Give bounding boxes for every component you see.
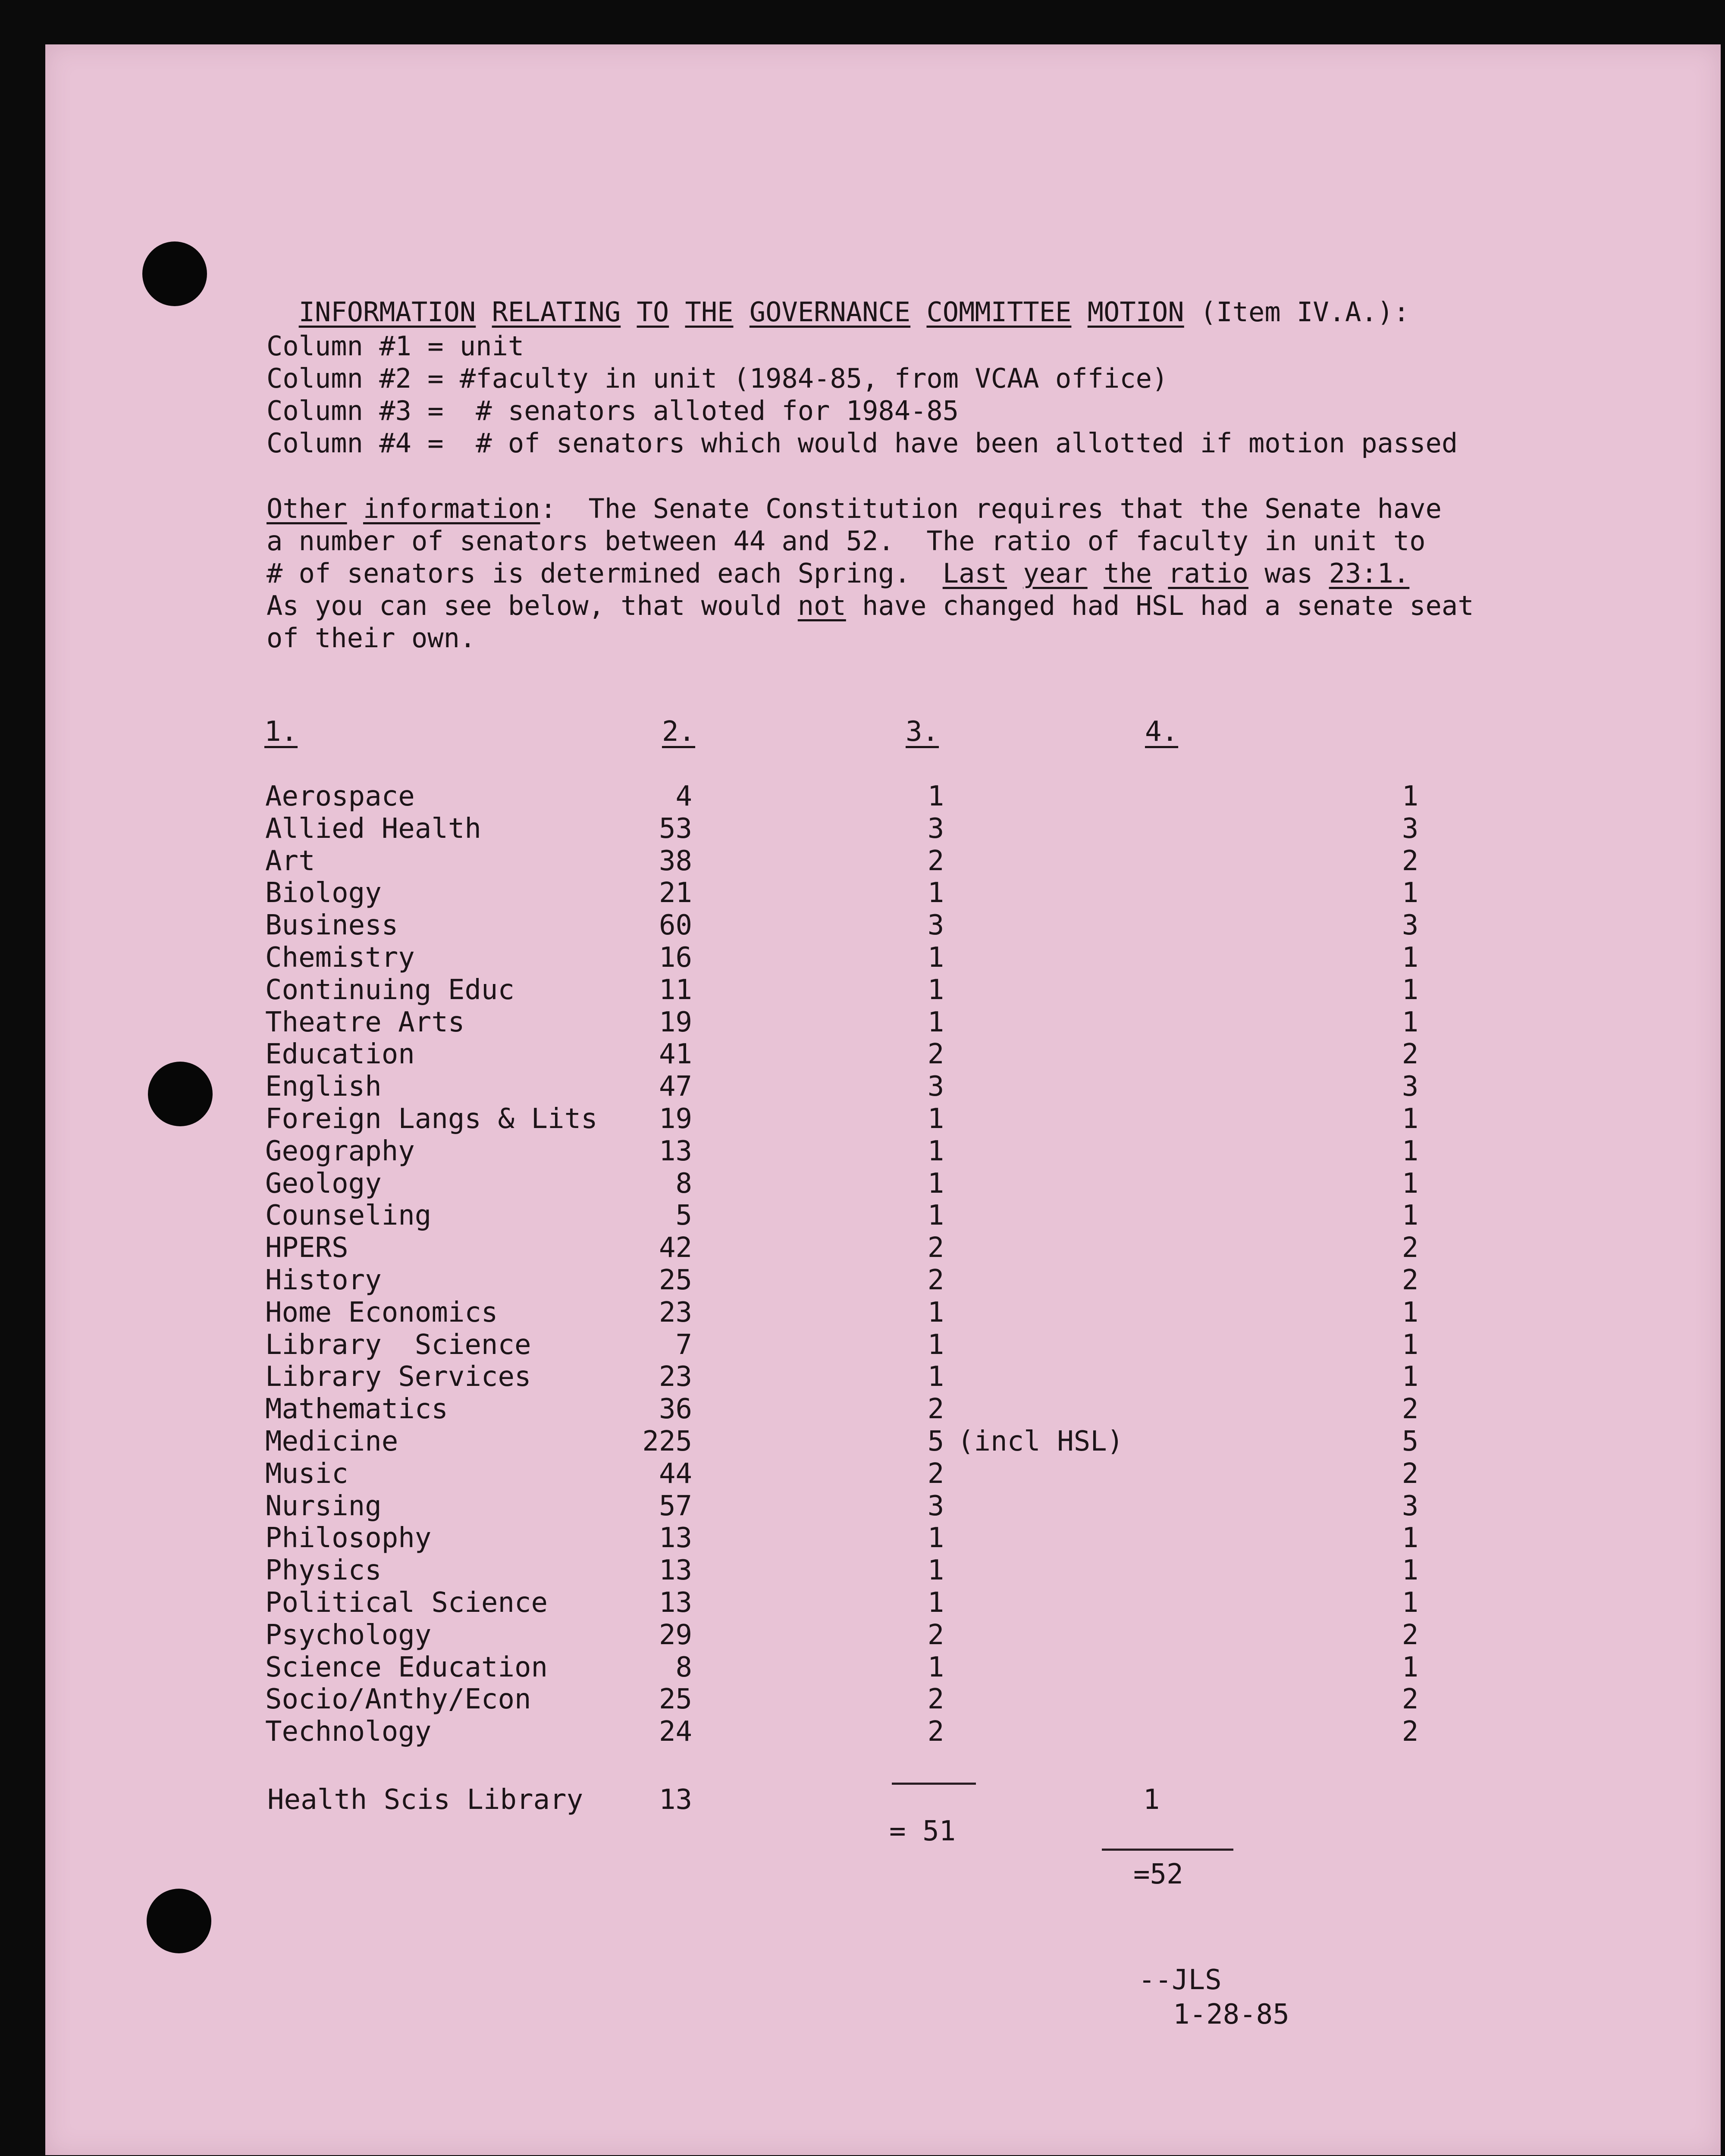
senators-1984-85: 3 bbox=[927, 909, 944, 942]
faculty-count: 24 bbox=[659, 1716, 692, 1748]
other-info-line-5: of their own. bbox=[267, 622, 476, 654]
faculty-count: 42 bbox=[659, 1232, 692, 1264]
senators-if-passed: 1 bbox=[1402, 1554, 1419, 1587]
table-row bbox=[265, 1522, 1419, 1554]
unit-name: Theatre Arts bbox=[265, 1006, 465, 1038]
senators-if-passed: 5 bbox=[1402, 1425, 1419, 1457]
table-row bbox=[265, 1651, 1419, 1684]
table-row bbox=[265, 1296, 1419, 1329]
unit-name: Geography bbox=[265, 1135, 415, 1167]
senators-if-passed: 1 bbox=[1402, 1361, 1419, 1393]
underlined-word: Last bbox=[942, 558, 1007, 589]
colon: : bbox=[540, 493, 556, 524]
table-row bbox=[265, 1554, 1419, 1587]
senators-if-passed: 2 bbox=[1402, 1264, 1419, 1296]
senators-if-passed: 1 bbox=[1402, 1006, 1419, 1038]
faculty-count: 19 bbox=[659, 1103, 692, 1135]
faculty-count: 44 bbox=[659, 1457, 692, 1490]
table-row bbox=[265, 1329, 1419, 1361]
unit-name: Continuing Educ bbox=[265, 974, 514, 1006]
faculty-count: 19 bbox=[659, 1006, 692, 1038]
faculty-count: 25 bbox=[659, 1264, 692, 1296]
unit-name: Education bbox=[265, 1038, 415, 1071]
unit-name: English bbox=[265, 1071, 382, 1103]
punch-hole-top bbox=[142, 241, 207, 306]
faculty-count: 13 bbox=[659, 1135, 692, 1167]
signature-initials: --JLS bbox=[1138, 1964, 1222, 1996]
senators-1984-85: 2 bbox=[927, 1619, 944, 1651]
other-info-line-3 bbox=[267, 558, 1409, 589]
senators-if-passed: 1 bbox=[1402, 1200, 1419, 1232]
unit-name: History bbox=[265, 1264, 382, 1296]
table-row bbox=[265, 1038, 1419, 1071]
faculty-count: 225 bbox=[642, 1425, 692, 1457]
senators-if-passed: 1 bbox=[1402, 1135, 1419, 1167]
other-info-text: As you can see below, that would bbox=[267, 590, 798, 621]
emphasis-not: not bbox=[797, 590, 846, 621]
faculty-count: 13 bbox=[659, 1554, 692, 1587]
unit-name: Library Services bbox=[265, 1361, 531, 1393]
other-info-label: Other bbox=[267, 493, 347, 524]
unit-name: Geology bbox=[265, 1167, 382, 1200]
senators-if-passed: 1 bbox=[1402, 1329, 1419, 1361]
unit-name: Chemistry bbox=[265, 941, 415, 974]
senators-if-passed: 1 bbox=[1402, 780, 1419, 812]
title-word: INFORMATION bbox=[298, 296, 476, 328]
senators-1984-85: 1 bbox=[927, 1135, 944, 1167]
other-info-text: # of senators is determined each Spring. bbox=[267, 558, 943, 589]
other-info-text: The Senate Constitution requires that the Senate have bbox=[556, 493, 1442, 524]
senators-1984-85: 2 bbox=[927, 1232, 944, 1264]
table-row bbox=[265, 780, 1419, 813]
senators-if-passed: 1 bbox=[1402, 941, 1419, 974]
table-row bbox=[265, 1586, 1419, 1619]
underlined-word: the bbox=[1104, 558, 1152, 589]
legend-line-4: Column #4 = # of senators which would have been allotted if motion passed bbox=[267, 427, 1458, 459]
unit-name: Foreign Langs & Lits bbox=[265, 1103, 598, 1135]
allocation-table bbox=[265, 780, 1419, 1748]
extra-row-faculty: 13 bbox=[659, 1784, 692, 1816]
punch-hole-middle bbox=[148, 1062, 213, 1126]
senators-if-passed: 1 bbox=[1402, 1167, 1419, 1200]
other-info-line-1 bbox=[267, 493, 1442, 525]
unit-name: Aerospace bbox=[265, 780, 415, 812]
title-word: GOVERNANCE bbox=[749, 296, 911, 328]
senators-1984-85: 2 bbox=[927, 845, 944, 877]
senators-1984-85: 1 bbox=[927, 1586, 944, 1619]
table-row bbox=[265, 1200, 1419, 1232]
table-row bbox=[265, 1135, 1419, 1168]
senators-if-passed: 1 bbox=[1402, 1586, 1419, 1619]
unit-name: Nursing bbox=[265, 1490, 382, 1522]
senators-1984-85: 1 bbox=[927, 974, 944, 1006]
senators-1984-85: 2 bbox=[927, 1264, 944, 1296]
senators-if-passed: 2 bbox=[1402, 1683, 1419, 1716]
table-row bbox=[265, 1393, 1419, 1426]
senators-1984-85: 3 bbox=[927, 812, 944, 845]
faculty-count: 47 bbox=[659, 1071, 692, 1103]
senators-1984-85: 2 bbox=[927, 1716, 944, 1748]
senators-1984-85: 1 bbox=[927, 1361, 944, 1393]
table-row bbox=[265, 877, 1419, 909]
other-info-text: have changed had HSL had a senate seat bbox=[846, 590, 1474, 621]
faculty-count: 38 bbox=[659, 845, 692, 877]
senators-1984-85: 1 bbox=[927, 1103, 944, 1135]
senators-1984-85: 1 bbox=[927, 941, 944, 974]
senators-1984-85: 1 bbox=[927, 1522, 944, 1554]
senators-1984-85: 1 bbox=[927, 1329, 944, 1361]
faculty-count: 57 bbox=[659, 1490, 692, 1522]
table-row bbox=[265, 1071, 1419, 1103]
total-rule-col4 bbox=[1102, 1849, 1233, 1851]
title-word: RELATING bbox=[492, 296, 621, 328]
faculty-count: 21 bbox=[659, 877, 692, 909]
faculty-count: 60 bbox=[659, 909, 692, 942]
senators-1984-85: 1 bbox=[927, 1167, 944, 1200]
unit-name: Biology bbox=[265, 877, 382, 909]
total-col3: = 51 bbox=[889, 1815, 956, 1847]
table-row bbox=[265, 909, 1419, 942]
unit-name: Psychology bbox=[265, 1619, 432, 1651]
other-info-line-2: a number of senators between 44 and 52. The ratio of faculty in unit to bbox=[267, 525, 1426, 557]
table-row bbox=[265, 1716, 1419, 1748]
senators-if-passed: 2 bbox=[1402, 1393, 1419, 1426]
total-rule-col3 bbox=[892, 1783, 976, 1785]
title-word: COMMITTEE bbox=[926, 296, 1072, 328]
senators-1984-85: 1 bbox=[927, 1200, 944, 1232]
senators-1984-85: 1 bbox=[927, 877, 944, 909]
unit-name: Home Economics bbox=[265, 1296, 498, 1329]
senators-1984-85: 3 bbox=[927, 1071, 944, 1103]
faculty-count: 36 bbox=[659, 1393, 692, 1426]
other-info-text: was bbox=[1248, 558, 1329, 589]
senators-1984-85: 3 bbox=[927, 1490, 944, 1522]
table-row bbox=[265, 1683, 1419, 1716]
unit-name: Socio/Anthy/Econ bbox=[265, 1683, 531, 1716]
title-word: THE bbox=[685, 296, 734, 328]
senators-if-passed: 3 bbox=[1402, 812, 1419, 845]
senators-if-passed: 3 bbox=[1402, 909, 1419, 942]
table-row bbox=[265, 1619, 1419, 1651]
senators-if-passed: 1 bbox=[1402, 1103, 1419, 1135]
senators-if-passed: 1 bbox=[1402, 1651, 1419, 1683]
senators-if-passed: 3 bbox=[1402, 1490, 1419, 1522]
senators-if-passed: 2 bbox=[1402, 845, 1419, 877]
unit-name: HPERS bbox=[265, 1232, 348, 1264]
faculty-count: 13 bbox=[659, 1522, 692, 1554]
unit-name: Science Education bbox=[265, 1651, 548, 1683]
table-row bbox=[265, 1361, 1419, 1393]
table-row bbox=[265, 1006, 1419, 1039]
table-row bbox=[265, 1232, 1419, 1264]
column-header-1: 1. bbox=[264, 716, 298, 748]
senators-if-passed: 1 bbox=[1402, 877, 1419, 909]
faculty-count: 4 bbox=[675, 780, 692, 812]
other-info-line-4 bbox=[267, 590, 1474, 622]
unit-name: Medicine bbox=[265, 1425, 398, 1457]
unit-name: Allied Health bbox=[265, 812, 481, 845]
other-info-label: information bbox=[363, 493, 540, 524]
column-header-4: 4. bbox=[1145, 716, 1179, 748]
legend-line-1: Column #1 = unit bbox=[267, 330, 524, 362]
faculty-count: 25 bbox=[659, 1683, 692, 1716]
unit-name: Library Science bbox=[265, 1329, 531, 1361]
unit-name: Counseling bbox=[265, 1200, 432, 1232]
senators-1984-85: 5 bbox=[927, 1425, 944, 1457]
table-row bbox=[265, 1103, 1419, 1135]
senators-if-passed: 2 bbox=[1402, 1716, 1419, 1748]
faculty-count: 53 bbox=[659, 812, 692, 845]
unit-name: Technology bbox=[265, 1716, 432, 1748]
faculty-count: 29 bbox=[659, 1619, 692, 1651]
title-suffix: (Item IV.A.): bbox=[1184, 296, 1410, 328]
unit-name: Music bbox=[265, 1457, 348, 1490]
unit-name: Business bbox=[265, 909, 398, 942]
faculty-count: 8 bbox=[675, 1167, 692, 1200]
table-row bbox=[265, 1490, 1419, 1523]
total-col4: =52 bbox=[1133, 1858, 1183, 1890]
signature-date: 1-28-85 bbox=[1173, 1999, 1289, 2031]
faculty-count: 41 bbox=[659, 1038, 692, 1071]
table-row bbox=[265, 1425, 1419, 1458]
table-row bbox=[265, 941, 1419, 974]
unit-name: Art bbox=[265, 845, 315, 877]
table-row bbox=[265, 845, 1419, 877]
senators-if-passed: 2 bbox=[1402, 1232, 1419, 1264]
senators-1984-85: 2 bbox=[927, 1393, 944, 1426]
faculty-count: 13 bbox=[659, 1586, 692, 1619]
extra-row-col4: 1 bbox=[1143, 1784, 1160, 1816]
unit-name: Physics bbox=[265, 1554, 382, 1587]
table-row bbox=[265, 974, 1419, 1006]
punch-hole-bottom bbox=[147, 1889, 211, 1953]
table-row bbox=[265, 1167, 1419, 1200]
table-row bbox=[265, 1264, 1419, 1297]
underlined-word: ratio bbox=[1168, 558, 1248, 589]
faculty-count: 7 bbox=[675, 1329, 692, 1361]
senators-1984-85: 1 bbox=[927, 780, 944, 812]
senators-if-passed: 1 bbox=[1402, 1296, 1419, 1329]
senators-if-passed: 2 bbox=[1402, 1038, 1419, 1071]
row-note: (incl HSL) bbox=[957, 1425, 1124, 1457]
senators-if-passed: 2 bbox=[1402, 1457, 1419, 1490]
extra-row-unit: Health Scis Library bbox=[267, 1784, 583, 1816]
title-word: TO bbox=[637, 296, 669, 328]
senators-1984-85: 1 bbox=[927, 1651, 944, 1683]
document-title bbox=[267, 264, 1409, 328]
column-header-3: 3. bbox=[906, 716, 939, 748]
unit-name: Philosophy bbox=[265, 1522, 432, 1554]
underlined-word: year bbox=[1023, 558, 1088, 589]
column-header-2: 2. bbox=[662, 716, 696, 748]
title-word: MOTION bbox=[1087, 296, 1184, 328]
senators-if-passed: 2 bbox=[1402, 1619, 1419, 1651]
senators-if-passed: 1 bbox=[1402, 974, 1419, 1006]
unit-name: Mathematics bbox=[265, 1393, 448, 1426]
senators-1984-85: 1 bbox=[927, 1554, 944, 1587]
senators-1984-85: 2 bbox=[927, 1457, 944, 1490]
table-row bbox=[265, 812, 1419, 845]
legend-line-3: Column #3 = # senators alloted for 1984-85 bbox=[267, 395, 959, 426]
senators-1984-85: 2 bbox=[927, 1683, 944, 1716]
ratio-value: 23:1. bbox=[1329, 558, 1410, 589]
faculty-count: 23 bbox=[659, 1361, 692, 1393]
senators-if-passed: 1 bbox=[1402, 1522, 1419, 1554]
senators-1984-85: 1 bbox=[927, 1296, 944, 1329]
legend-line-2: Column #2 = #faculty in unit (1984-85, from VCAA office) bbox=[267, 363, 1168, 394]
senators-1984-85: 1 bbox=[927, 1006, 944, 1038]
unit-name: Political Science bbox=[265, 1586, 548, 1619]
faculty-count: 5 bbox=[675, 1200, 692, 1232]
faculty-count: 11 bbox=[659, 974, 692, 1006]
table-row bbox=[265, 1457, 1419, 1490]
senators-1984-85: 2 bbox=[927, 1038, 944, 1071]
faculty-count: 16 bbox=[659, 941, 692, 974]
faculty-count: 8 bbox=[675, 1651, 692, 1683]
faculty-count: 23 bbox=[659, 1296, 692, 1329]
senators-if-passed: 3 bbox=[1402, 1071, 1419, 1103]
